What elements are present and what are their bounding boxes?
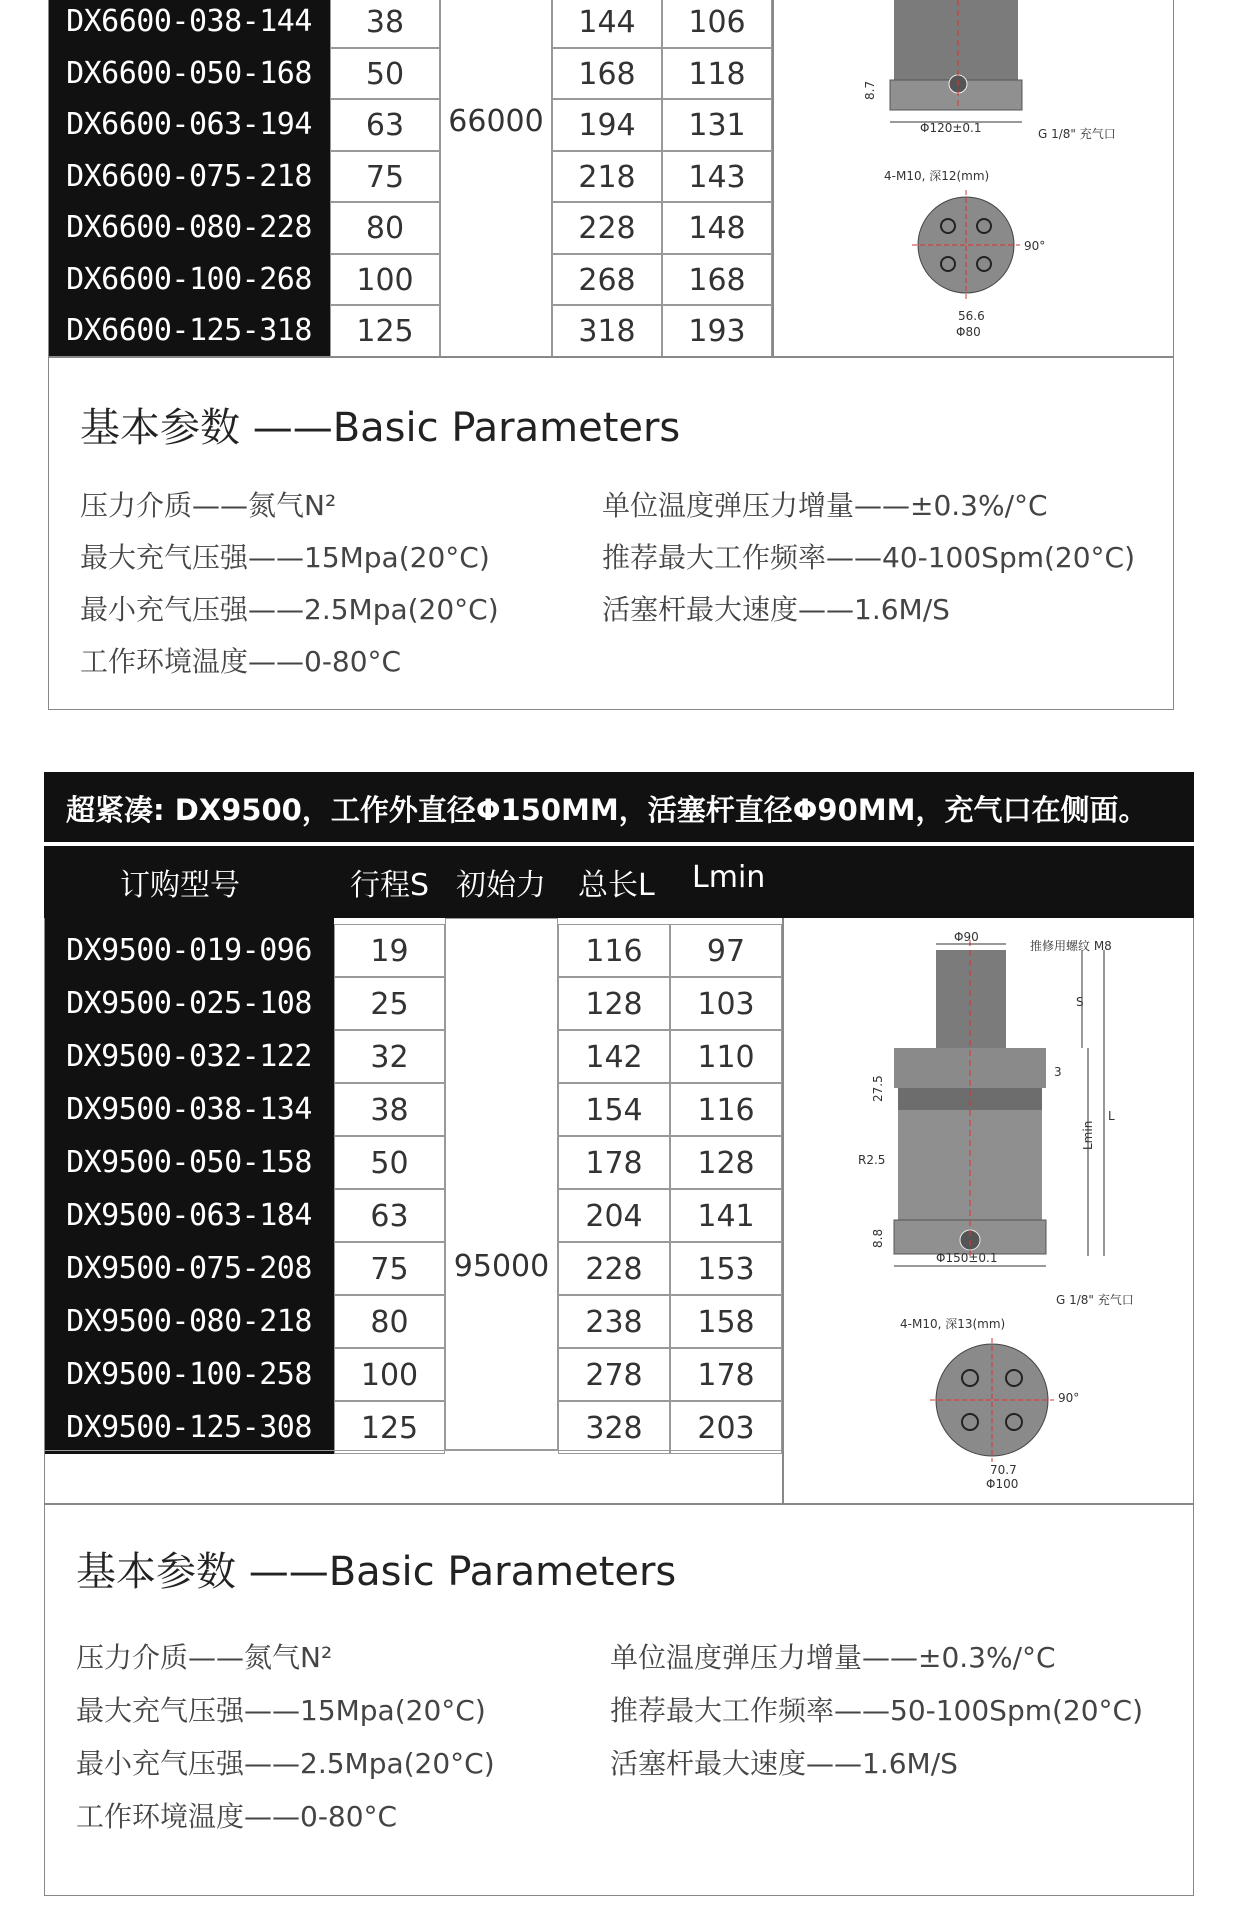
section2-params-title: 基本参数 ——Basic Parameters (76, 1549, 677, 1595)
table-row-model: DX9500-038-134 (44, 1083, 334, 1136)
lmin-value: 148 (688, 211, 746, 246)
length-value: 144 (578, 5, 636, 40)
lmin-value: 168 (688, 262, 746, 298)
section1-drawing-divider (772, 0, 774, 358)
s2-thread-label: 推修用螺纹 M8 (1030, 939, 1112, 953)
table-row-model: DX6600-050-168 (48, 48, 330, 100)
s2-bolt-label: 4-M10, 深13(mm) (900, 1317, 1006, 1331)
s2-l-label: L (1108, 1109, 1115, 1123)
stroke-value: 125 (356, 314, 414, 349)
param-right: 活塞杆最大速度——1.6M/S (602, 593, 950, 626)
table-header-1: 行程S (350, 868, 430, 903)
param-right: 推荐最大工作频率——40-100Spm(20°C) (602, 541, 1136, 574)
section2-banner (44, 772, 1194, 842)
length-value: 154 (585, 1093, 643, 1128)
table-row-model: DX9500-032-122 (44, 1030, 334, 1083)
table-row-model: DX9500-063-184 (44, 1189, 334, 1242)
table-header-3: 总长L (578, 868, 655, 903)
section2-banner-text: 超紧凑: DX9500，工作外直径Φ150MM，活塞杆直径Φ90MM，充气口在侧面。 (66, 793, 1148, 827)
s2-s-label: S (1076, 995, 1084, 1009)
s1-height-label: 8.7 (863, 80, 877, 100)
stroke-value: 32 (370, 1040, 409, 1075)
s2-rod-label: Φ90 (954, 930, 979, 944)
lmin-value: 178 (697, 1358, 755, 1393)
s2-height-label: 8.8 (871, 1228, 885, 1248)
lmin-value: 97 (706, 934, 746, 969)
s2-flange-label: Φ100 (986, 1477, 1019, 1490)
param-left: 最小充气压强——2.5Mpa(20°C) (80, 593, 499, 626)
param-left: 工作环境温度——0-80°C (80, 645, 402, 678)
section1-params-title: 基本参数 ——Basic Parameters (80, 405, 681, 451)
lmin-value: 103 (697, 987, 755, 1022)
lmin-value: 141 (697, 1199, 755, 1234)
section1-force-value: 66000 (448, 104, 544, 139)
length-value: 168 (578, 56, 636, 92)
section2-cylinder-drawing (786, 930, 1190, 1490)
table-row-model: DX6600-038-144 (48, 0, 330, 48)
stroke-value: 100 (360, 1358, 419, 1393)
s2-angle-label: 90° (1058, 1391, 1080, 1405)
s2-radius-label: R2.5 (858, 1153, 886, 1167)
lmin-value: 110 (697, 1040, 755, 1075)
param-left: 最大充气压强——15Mpa(20°C) (76, 1694, 486, 1727)
section1-divider (48, 356, 1174, 358)
section1-cylinder-drawing (780, 0, 1160, 352)
param-left: 压力介质——氮气N² (76, 1641, 333, 1674)
stroke-value: 50 (365, 56, 405, 92)
s2-boltcircle-label: 70.7 (990, 1463, 1017, 1477)
lmin-value: 193 (688, 314, 746, 349)
lmin-value: 106 (688, 5, 746, 40)
stroke-value: 63 (370, 1199, 409, 1234)
length-value: 194 (578, 108, 636, 143)
stroke-value: 25 (370, 987, 409, 1022)
length-value: 228 (578, 211, 636, 246)
param-left: 最小充气压强——2.5Mpa(20°C) (76, 1747, 495, 1780)
stroke-value: 80 (370, 1305, 409, 1340)
length-value: 318 (578, 314, 636, 349)
table-header-2: 初始力 (456, 868, 546, 903)
lmin-value: 158 (697, 1305, 755, 1340)
param-left: 工作环境温度——0-80°C (76, 1800, 398, 1833)
stroke-value: 19 (370, 934, 409, 969)
s2-275-label: 27.5 (871, 1075, 885, 1102)
table-row-model: DX9500-019-096 (44, 924, 334, 977)
s1-boltcircle-label: 56.6 (958, 309, 985, 323)
table-row-model: DX6600-075-218 (48, 151, 330, 203)
lmin-value: 131 (688, 108, 746, 143)
stroke-value: 38 (365, 5, 405, 40)
length-value: 278 (585, 1358, 643, 1393)
length-value: 328 (585, 1411, 643, 1446)
length-value: 178 (585, 1146, 643, 1181)
stroke-value: 125 (360, 1411, 419, 1446)
length-value: 128 (585, 987, 643, 1022)
table-header-0: 订购型号 (120, 868, 240, 903)
length-value: 142 (585, 1040, 643, 1075)
length-value: 204 (585, 1199, 643, 1234)
s2-port-label: G 1/8" 充气口 (1056, 1293, 1134, 1307)
table-row-model: DX9500-025-108 (44, 977, 334, 1030)
table-row-model: DX9500-050-158 (44, 1136, 334, 1189)
lmin-value: 203 (697, 1411, 755, 1446)
table-row-model: DX6600-063-194 (48, 99, 330, 151)
s1-flange-label: Φ80 (956, 325, 981, 339)
s2-three-label: 3 (1054, 1065, 1062, 1079)
s1-diameter-label: Φ120±0.1 (920, 121, 982, 135)
s1-angle-label: 90° (1024, 239, 1046, 253)
stroke-value: 80 (365, 211, 405, 246)
lmin-value: 118 (688, 56, 746, 92)
param-right: 单位温度弹压力增量——±0.3%/°C (610, 1641, 1056, 1674)
section2-drawing-divider (782, 918, 784, 1504)
lmin-value: 128 (697, 1146, 755, 1181)
length-value: 268 (578, 262, 636, 298)
stroke-value: 100 (356, 262, 414, 298)
length-value: 228 (585, 1252, 643, 1287)
s2-lmin-label: Lmin (1081, 1120, 1095, 1150)
table-row-model: DX9500-080-218 (44, 1295, 334, 1348)
table-row-model: DX6600-125-318 (48, 305, 330, 357)
table-row-model: DX9500-100-258 (44, 1348, 334, 1401)
lmin-value: 116 (697, 1093, 755, 1128)
s1-bolt-label: 4-M10, 深12(mm) (884, 169, 990, 183)
param-right: 推荐最大工作频率——50-100Spm(20°C) (610, 1694, 1144, 1727)
param-right: 单位温度弹压力增量——±0.3%/°C (602, 489, 1048, 522)
param-right: 活塞杆最大速度——1.6M/S (610, 1747, 958, 1780)
stroke-value: 38 (370, 1093, 409, 1128)
stroke-value: 75 (370, 1252, 409, 1287)
table-header-4: Lmin (692, 860, 766, 895)
stroke-value: 63 (365, 108, 405, 143)
stroke-value: 75 (365, 159, 405, 195)
lmin-value: 143 (688, 159, 746, 195)
length-value: 218 (578, 159, 636, 195)
s2-diameter-label: Φ150±0.1 (936, 1251, 998, 1265)
section2-divider (44, 1503, 1194, 1505)
length-value: 116 (585, 934, 643, 969)
section2-table-bottom (44, 1450, 782, 1451)
param-left: 最大充气压强——15Mpa(20°C) (80, 541, 490, 574)
table-row-model: DX6600-100-268 (48, 254, 330, 306)
lmin-value: 153 (697, 1252, 755, 1287)
s1-port-label: G 1/8" 充气口 (1038, 127, 1116, 141)
table-row-model: DX6600-080-228 (48, 202, 330, 254)
table-row-model: DX9500-125-308 (44, 1401, 334, 1454)
stroke-value: 50 (370, 1146, 409, 1181)
length-value: 238 (585, 1305, 643, 1340)
table-row-model: DX9500-075-208 (44, 1242, 334, 1295)
section2-force-value: 95000 (453, 1249, 550, 1284)
param-left: 压力介质——氮气N² (80, 489, 337, 522)
